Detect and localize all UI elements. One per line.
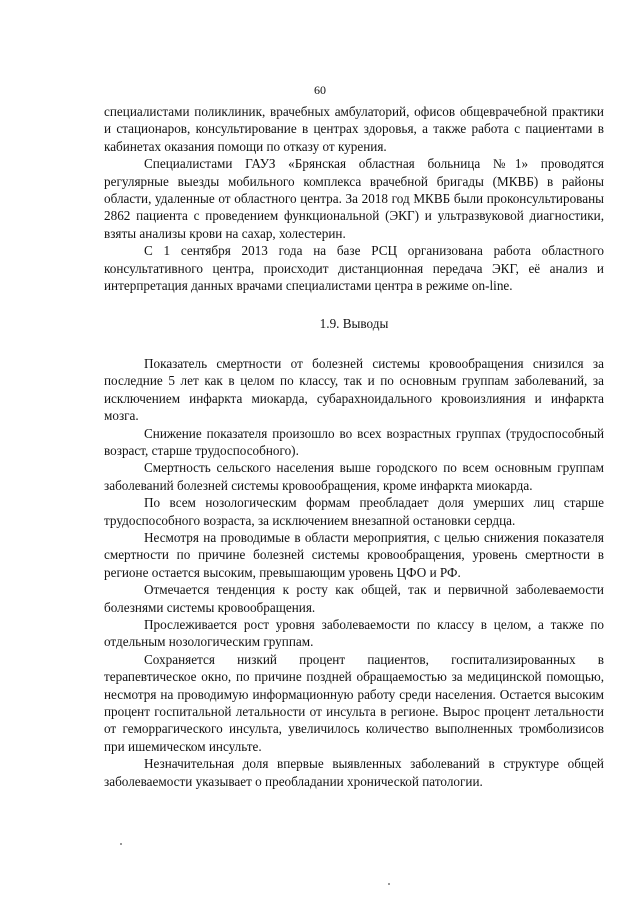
conclusion-paragraph-4: По всем нозологическим формам преобладает доля умерших лиц старше трудоспособного возраста, за исключением внезапной остановки сердца.: [104, 495, 604, 528]
conclusion-paragraph-5: Несмотря на проводимые в области мероприятия, с целью снижения показателя смертности по причине болезней системы кровообращения, уровень смертности в регионе остается высоким, превышающим уровень ЦФО и РФ.: [104, 529, 604, 580]
scan-speck: [120, 843, 122, 845]
page-content: [104, 103, 604, 790]
conclusion-paragraph-2: Снижение показателя произошло во всех возрастных группах (трудоспособный возраст, старше трудоспособного).: [104, 425, 604, 458]
intro-paragraph-1: специалистами поликлиник, врачебных амбулаторий, офисов общеврачебной практики и стационаров, консультирование в центрах здоровья, а также работа с пациентами в кабинетах оказания помощи по отказу от курения.: [104, 104, 604, 154]
conclusion-paragraph-7: Прослеживается рост уровня заболеваемости по классу в целом, а также по отдельным нозологическим группам.: [104, 616, 604, 650]
conclusion-paragraph-8: Сохраняется низкий процент пациентов, госпитализированных в терапевтическое окно, по причине поздней обращаемостью за медицинской помощью, несмотря на проводимую информационную работу среди населения. Остается высоким процент госпитальной летальности от инсульта в регионе. Вырос процент летальности от геморрагического инсульта, увеличилось количество выполненных тромболизисов при ишемическом инсульте.: [104, 651, 604, 754]
conclusion-paragraph-3: Смертность сельского населения выше городского по всем основным группам заболеваний болезней системы кровообращения, кроме инфаркта миокарда.: [104, 460, 604, 493]
intro-paragraph-3: С 1 сентября 2013 года на базе РСЦ организована работа областного консультативного центра, происходит дистанционная передача ЭКГ, её анализ и интерпретация данных врачами специалистами центра в режиме on-line.: [104, 243, 604, 294]
intro-paragraph-2: Специалистами ГАУЗ «Брянская областная больница №1» проводятся регулярные выезды мобильного комплекса врачебной бригады (МКВБ) в районы области, удаленные от областного центра. За 2018 год МКВБ были проконсультированы 2862 пациента с проведением функциональной (ЭКГ) и ультразвуковой диагностики, взяты анализы крови на сахар, холестерин.: [104, 156, 604, 241]
conclusion-paragraph-9: Незначительная доля впервые выявленных заболеваний в структуре общей заболеваемости указывает о преобладании хронической патологии.: [104, 756, 604, 789]
conclusion-paragraph-6: Отмечается тенденция к росту как общей, так и первичной заболеваемости болезнями системы кровообращения.: [104, 582, 604, 615]
page-number: 60: [314, 83, 326, 97]
conclusion-paragraph-1: Показатель смертности от болезней системы кровообращения снизился за последние 5 лет как в целом по классу, так и по основным группам заболеваний, за исключением инфаркта миокарда, субарахноидального кровоизлияния и инфаркта мозга.: [104, 355, 604, 424]
section-heading: 1.9. Выводы: [319, 316, 389, 332]
scan-speck: [388, 883, 390, 885]
